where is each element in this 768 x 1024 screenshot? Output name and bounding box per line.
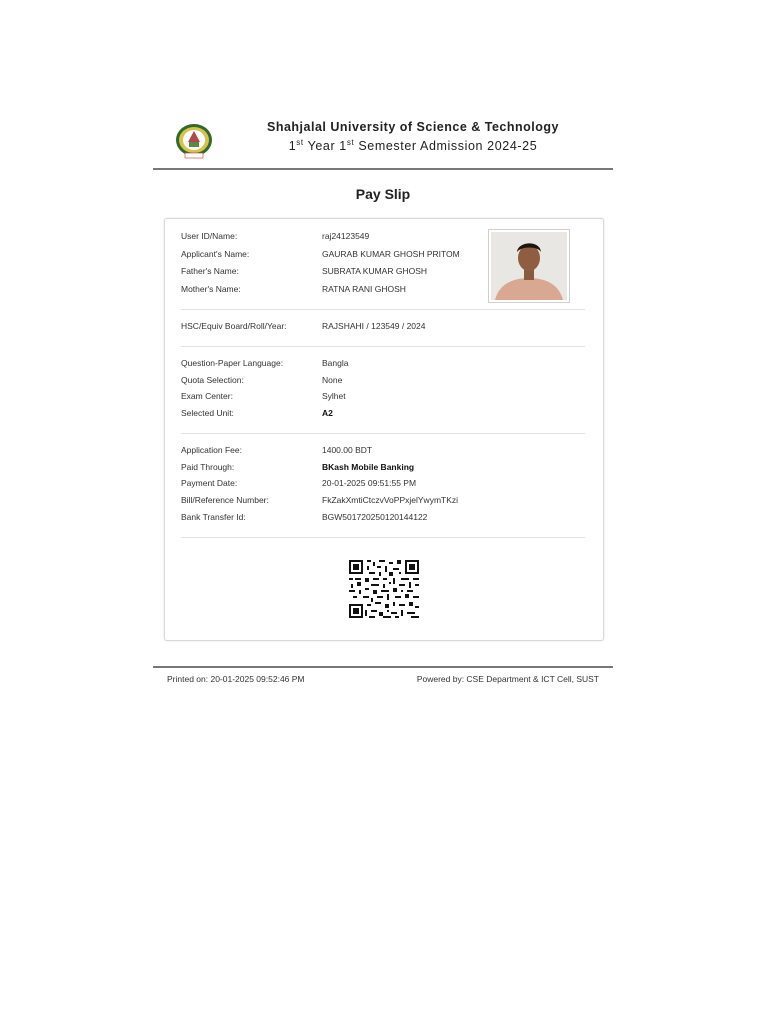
user-id-value: raj24123549 — [322, 231, 370, 241]
payment-date-row: Payment Date: 20-01-2025 09:51:55 PM — [181, 478, 417, 488]
bill-reference-value: FkZakXmtiCtczvVoPPxjelYwymTKzi — [322, 495, 459, 505]
exam-center-row: Exam Center: Sylhet — [181, 391, 346, 401]
mother-name-value: RATNA RANI GHOSH — [322, 284, 406, 294]
father-name-value: SUBRATA KUMAR GHOSH — [322, 266, 428, 276]
application-fee-row: Application Fee: 1400.00 BDT — [181, 445, 373, 455]
section-divider — [181, 433, 585, 434]
section-divider — [181, 537, 585, 538]
footer-divider — [153, 666, 613, 668]
bank-transfer-row: Bank Transfer Id: BGW501720250120144122 — [181, 512, 428, 522]
qr-code — [349, 560, 419, 618]
selected-unit-row: Selected Unit: A2 — [181, 408, 333, 418]
payment-date-value: 20-01-2025 09:51:55 PM — [322, 478, 417, 488]
application-fee-value: 1400.00 BDT — [322, 445, 373, 455]
language-value: Bangla — [322, 358, 349, 368]
pay-slip-card — [164, 218, 604, 641]
printed-on: Printed on: 20-01-2025 09:52:46 PM — [167, 674, 305, 684]
father-name-row: Father's Name: SUBRATA KUMAR GHOSH — [181, 266, 428, 276]
paid-through-value: BKash Mobile Banking — [322, 462, 415, 472]
mother-name-row: Mother's Name: RATNA RANI GHOSH — [181, 284, 406, 294]
section-divider — [181, 309, 585, 310]
applicant-name-row: Applicant's Name: GAURAB KUMAR GHOSH PRITOM — [181, 249, 460, 259]
document-header — [153, 116, 613, 168]
user-id-row: User ID/Name: raj24123549 — [181, 231, 370, 241]
quota-row: Quota Selection: None — [181, 375, 343, 385]
bill-reference-row: Bill/Reference Number: FkZakXmtiCtczvVoPPxjelYwymTKzi — [181, 495, 459, 505]
quota-value: None — [322, 375, 343, 385]
language-row: Question-Paper Language: Bangla — [181, 358, 349, 368]
bank-transfer-value: BGW501720250120144122 — [322, 512, 428, 522]
university-name: Shahjalal University of Science & Technology — [267, 120, 559, 134]
powered-by: Powered by: CSE Department & ICT Cell, SUST — [416, 674, 599, 684]
university-logo — [173, 120, 215, 162]
hsc-value: RAJSHAHI / 123549 / 2024 — [322, 321, 426, 331]
hsc-row: HSC/Equiv Board/Roll/Year: RAJSHAHI / 123549 / 2024 — [181, 321, 426, 331]
paid-through-row: Paid Through: BKash Mobile Banking — [181, 462, 415, 472]
page-title: Pay Slip — [355, 186, 411, 202]
applicant-name-value: GAURAB KUMAR GHOSH PRITOM — [322, 249, 460, 259]
exam-center-value: Sylhet — [322, 391, 346, 401]
selected-unit-value: A2 — [322, 408, 333, 418]
header-divider — [153, 168, 613, 170]
admission-title: 1st Year 1st Semester Admission 2024-25 — [288, 138, 538, 154]
section-divider — [181, 346, 585, 347]
